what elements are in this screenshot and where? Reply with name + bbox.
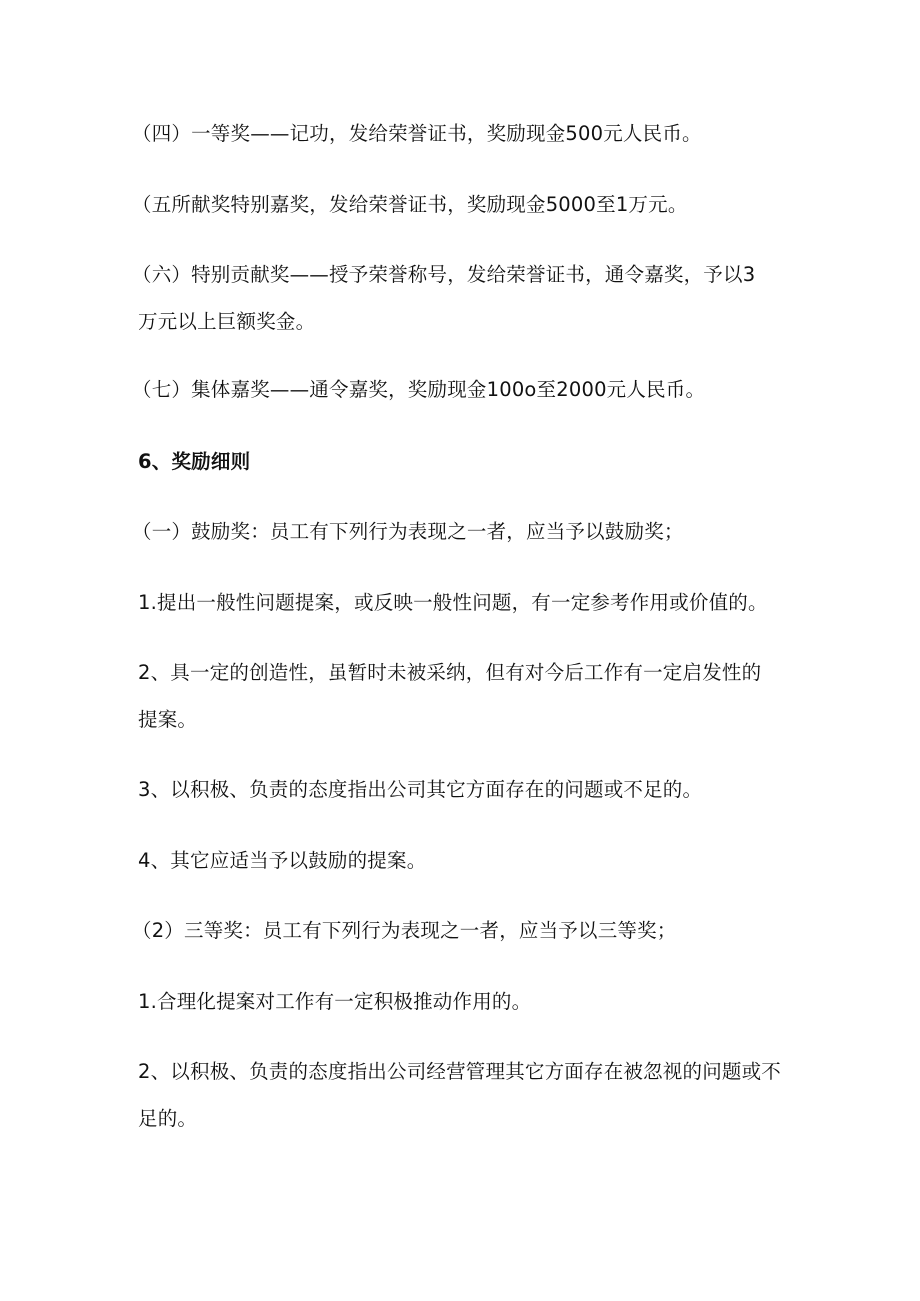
encouragement-item-3: 3、以积极、负责的态度指出公司其它方面存在的问题或不足的。 [138,778,703,801]
award-special-contribution-continued: 万元以上巨额奖金。 [138,310,316,333]
encouragement-item-4: 4、其它应适当予以鼓励的提案。 [138,849,427,872]
encouragement-item-1: 1.提出一般性问题提案，或反映一般性问题，有一定参考作用或价值的。 [138,591,768,614]
encouragement-item-2: 2、具一定的创造性，虽暂时未被采纳，但有对今后工作有一定启发性的 [138,661,762,684]
award-special-commendation: （五所献奖特别嘉奖，发给荣誉证书，奖励现金5000至1万元。 [132,193,688,216]
third-class-item-2: 2、以积极、负责的态度指出公司经营管理其它方面存在被忽视的问题或不 [138,1060,782,1083]
rule-encouragement-award: （一）鼓励奖：员工有下列行为表现之一者，应当予以鼓励奖； [132,520,684,543]
third-class-item-1: 1.合理化提案对工作有一定积极推动作用的。 [138,990,532,1013]
section-heading-reward-rules: 6、奖励细则 [138,450,251,473]
award-special-contribution: （六）特别贡献奖——授予荣誉称号，发给荣誉证书，通令嘉奖，予以3 [132,263,756,286]
encouragement-item-2-continued: 提案。 [138,708,198,731]
rule-third-class-award: （2）三等奖：员工有下列行为表现之一者，应当予以三等奖； [132,919,677,942]
award-collective: （七）集体嘉奖——通令嘉奖，奖励现金100o至2000元人民币。 [132,378,706,401]
third-class-item-2-continued: 足的。 [138,1107,198,1130]
award-first-class: （四）一等奖——记功，发给荣誉证书，奖励现金500元人民币。 [132,122,702,145]
